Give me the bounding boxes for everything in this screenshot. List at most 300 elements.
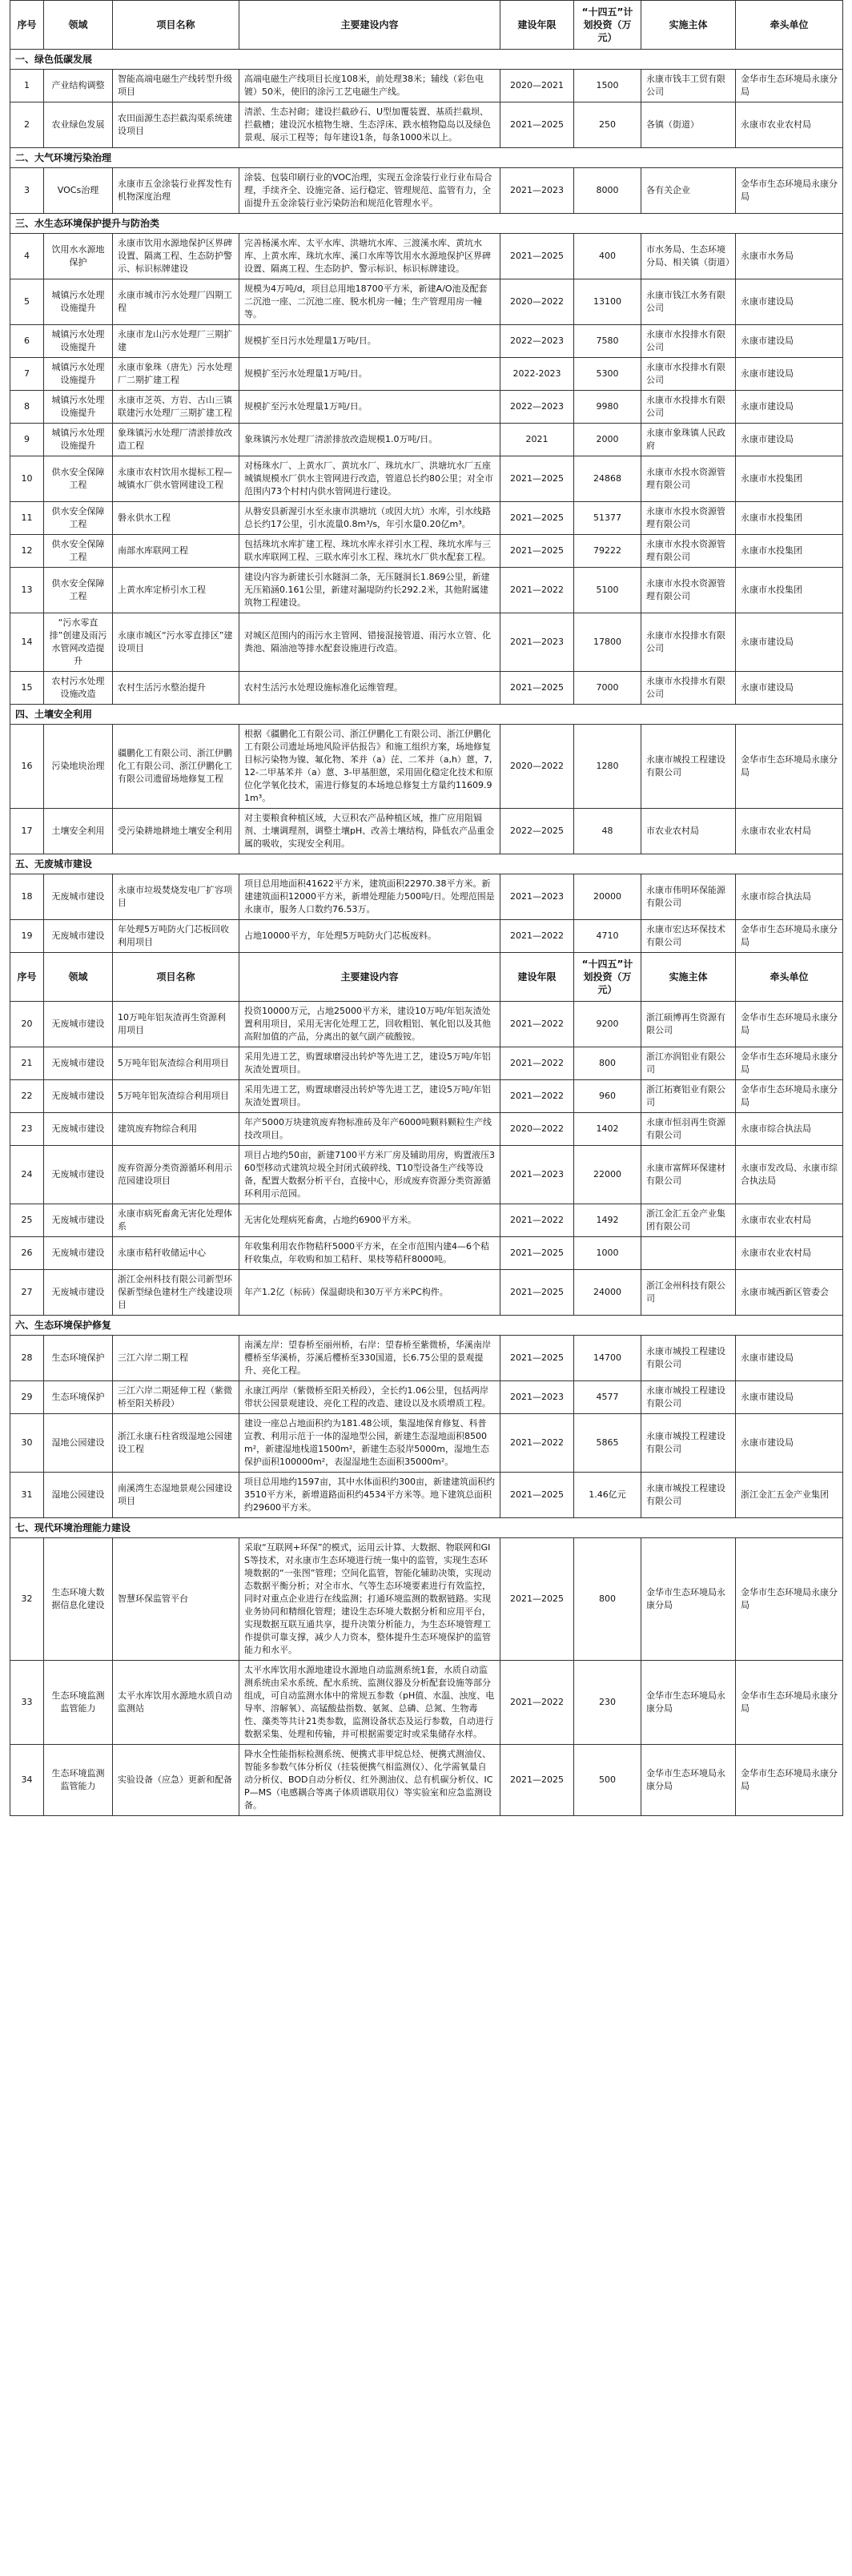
row-domain: VOCs治理 bbox=[44, 168, 113, 214]
row-number: 17 bbox=[10, 809, 44, 854]
row-number: 2 bbox=[10, 102, 44, 148]
row-investment: 48 bbox=[574, 809, 641, 854]
table-row bbox=[10, 358, 843, 391]
header-cell: 项目名称 bbox=[113, 953, 239, 1002]
row-content: 从磐安县新渥引水至永康市洪塘坑（或因大坑）水库，引水线路总长约17公里，引水流量0.8m³/s，年引水量0.20亿m³。 bbox=[239, 502, 500, 535]
row-domain: 无废城市建设 bbox=[44, 1237, 113, 1270]
row-number: 11 bbox=[10, 502, 44, 535]
row-project-name: 南部水库联网工程 bbox=[113, 535, 239, 568]
row-project-name: 5万吨年铝灰渣综合利用项目 bbox=[113, 1047, 239, 1080]
row-entity: 永康市水投水资源管理有限公司 bbox=[641, 568, 736, 613]
row-investment: 1402 bbox=[574, 1113, 641, 1146]
row-investment: 51377 bbox=[574, 502, 641, 535]
row-investment: 79222 bbox=[574, 535, 641, 568]
header-cell: “十四五”计划投资（万元） bbox=[574, 953, 641, 1002]
row-domain: 生态环境保护 bbox=[44, 1381, 113, 1414]
row-lead-unit: 浙江金汇五金产业集团 bbox=[736, 1473, 843, 1518]
row-lead-unit: 永康市建设局 bbox=[736, 424, 843, 456]
row-entity: 永康市水投排水有限公司 bbox=[641, 325, 736, 358]
row-content: 包括珠坑水库扩建工程、珠坑水库永祥引水工程、珠坑水库与三联水库联网工程、三联水库引水工程、珠坑水厂供水配套工程。 bbox=[239, 535, 500, 568]
table-row bbox=[10, 1047, 843, 1080]
row-investment: 500 bbox=[574, 1745, 641, 1816]
row-content: 规模为4万吨/d，项目总用地18700平方米，新建A/O池及配套二沉池一座、二沉池二座、脱水机房一幢；生产管理用房一幢等。 bbox=[239, 279, 500, 325]
row-entity: 市水务局、生态环境分局、相关镇（街道） bbox=[641, 234, 736, 279]
row-number: 21 bbox=[10, 1047, 44, 1080]
row-content: 象珠镇污水处理厂清淤排放改造规模1.0万吨/日。 bbox=[239, 424, 500, 456]
row-lead-unit: 金华市生态环境局永康分局 bbox=[736, 1745, 843, 1816]
row-entity: 永康市水投水资源管理有限公司 bbox=[641, 456, 736, 502]
row-years: 2021—2022 bbox=[500, 1080, 574, 1113]
row-years: 2022-2023 bbox=[500, 358, 574, 391]
row-entity: 永康市富辉环保建材有限公司 bbox=[641, 1146, 736, 1204]
row-number: 7 bbox=[10, 358, 44, 391]
row-number: 4 bbox=[10, 234, 44, 279]
row-entity: 永康市水投水资源管理有限公司 bbox=[641, 502, 736, 535]
row-domain: 农业绿色发展 bbox=[44, 102, 113, 148]
table-row bbox=[10, 1146, 843, 1204]
row-investment: 14700 bbox=[574, 1336, 641, 1381]
row-entity: 永康市城投工程建设有限公司 bbox=[641, 1381, 736, 1414]
row-content: 无害化处理病死畜禽，占地约6900平方米。 bbox=[239, 1204, 500, 1237]
row-investment: 5300 bbox=[574, 358, 641, 391]
row-years: 2021—2025 bbox=[500, 456, 574, 502]
row-entity: 永康市水投水资源管理有限公司 bbox=[641, 535, 736, 568]
row-domain: 饮用水水源地保护 bbox=[44, 234, 113, 279]
row-project-name: 永康市饮用水源地保护区界碑设置、隔离工程、生态防护警示、标识标牌建设 bbox=[113, 234, 239, 279]
row-lead-unit: 金华市生态环境局永康分局 bbox=[736, 1002, 843, 1047]
row-content: 建设一座总占地面积约为181.48公顷，集湿地保育修复、科普宣教、利用示范于一体的湿地型公园，新建生态湿地面积8500m²，新建湿地栈道1500m²，新建生态驳岸5000m，湿地生态保护面积100000m²，表湿湿地生态面积35000m²。 bbox=[239, 1414, 500, 1473]
table-row bbox=[10, 1745, 843, 1816]
row-years: 2021—2025 bbox=[500, 1237, 574, 1270]
row-project-name: 实验设备（应急）更新和配备 bbox=[113, 1745, 239, 1816]
row-domain: 无废城市建设 bbox=[44, 1002, 113, 1047]
row-investment: 5100 bbox=[574, 568, 641, 613]
row-entity: 各有关企业 bbox=[641, 168, 736, 214]
row-content: 项目占地约50亩，新建7100平方米厂房及辅助用房，购置液压360型移动式建筑垃圾全封闭式破碎线、T10型设备生产线等设备，配置大数据分析平台，直接中心，形成废弃资源分类资源循环利用示范园。 bbox=[239, 1146, 500, 1204]
row-project-name: 永康市秸秆收储运中心 bbox=[113, 1237, 239, 1270]
row-years: 2021—2025 bbox=[500, 535, 574, 568]
row-investment: 250 bbox=[574, 102, 641, 148]
row-investment: 13100 bbox=[574, 279, 641, 325]
row-entity: 永康市水投排水有限公司 bbox=[641, 358, 736, 391]
row-project-name: 10万吨年铝灰渣再生资源利用项目 bbox=[113, 1002, 239, 1047]
row-content: 占地10000平方，年处理5万吨防火门芯板废料。 bbox=[239, 920, 500, 953]
row-investment: 800 bbox=[574, 1538, 641, 1661]
row-domain: 无废城市建设 bbox=[44, 1146, 113, 1204]
row-lead-unit: 永康市建设局 bbox=[736, 1414, 843, 1473]
section-title-row bbox=[10, 1518, 843, 1538]
row-entity: 市农业农村局 bbox=[641, 809, 736, 854]
row-entity: 永康市钱丰工贸有限公司 bbox=[641, 70, 736, 102]
row-number: 10 bbox=[10, 456, 44, 502]
row-lead-unit: 金华市生态环境局永康分局 bbox=[736, 920, 843, 953]
row-number: 34 bbox=[10, 1745, 44, 1816]
row-entity: 永康市伟明环保能源有限公司 bbox=[641, 874, 736, 920]
row-investment: 400 bbox=[574, 234, 641, 279]
table-row bbox=[10, 456, 843, 502]
table-row bbox=[10, 1661, 843, 1745]
row-years: 2022—2023 bbox=[500, 391, 574, 424]
row-years: 2021—2025 bbox=[500, 102, 574, 148]
row-entity: 永康市城投工程建设有限公司 bbox=[641, 1336, 736, 1381]
section-title: 七、现代环境治理能力建设 bbox=[10, 1518, 843, 1538]
row-lead-unit: 金华市生态环境局永康分局 bbox=[736, 1047, 843, 1080]
row-years: 2020—2021 bbox=[500, 70, 574, 102]
row-lead-unit: 永康市水投集团 bbox=[736, 502, 843, 535]
row-lead-unit: 永康市农业农村局 bbox=[736, 1204, 843, 1237]
row-content: 项目总用地约1597亩，其中水体面积约300亩，新建建筑面积约3510平方米，新增道路面积约4534平方米等。地下建筑总面积约29600平方米。 bbox=[239, 1473, 500, 1518]
row-project-name: 永康市垃圾焚烧发电厂扩容项目 bbox=[113, 874, 239, 920]
row-project-name: 永康市龙山污水处理厂三期扩建 bbox=[113, 325, 239, 358]
table-header-row bbox=[10, 1, 843, 50]
row-number: 25 bbox=[10, 1204, 44, 1237]
row-lead-unit: 金华市生态环境局永康分局 bbox=[736, 725, 843, 809]
row-domain: 无废城市建设 bbox=[44, 1113, 113, 1146]
row-number: 32 bbox=[10, 1538, 44, 1661]
row-number: 26 bbox=[10, 1237, 44, 1270]
row-entity: 金华市生态环境局永康分局 bbox=[641, 1745, 736, 1816]
table-row bbox=[10, 1336, 843, 1381]
row-project-name: 上黄水库定桥引水工程 bbox=[113, 568, 239, 613]
row-number: 18 bbox=[10, 874, 44, 920]
row-number: 3 bbox=[10, 168, 44, 214]
table-body bbox=[10, 50, 843, 1816]
row-number: 19 bbox=[10, 920, 44, 953]
row-years: 2021—2025 bbox=[500, 1745, 574, 1816]
row-years: 2021—2022 bbox=[500, 1661, 574, 1745]
row-project-name: 农村生活污水整治提升 bbox=[113, 672, 239, 705]
row-number: 5 bbox=[10, 279, 44, 325]
table-row bbox=[10, 1538, 843, 1661]
row-number: 12 bbox=[10, 535, 44, 568]
document-page bbox=[10, 0, 842, 1816]
section-title: 六、生态环境保护修复 bbox=[10, 1316, 843, 1336]
row-content: 对杨珠水厂、上黄水厂、黄坑水厂、珠坑水厂、洪塘坑水厂五座城镇规模水厂供水主管网进行改造，管道总长约80公里；对全市范围内73个村村内供水管网进行建设。 bbox=[239, 456, 500, 502]
row-project-name: 象珠镇污水处理厂清淤排放改造工程 bbox=[113, 424, 239, 456]
row-number: 20 bbox=[10, 1002, 44, 1047]
table-row bbox=[10, 1204, 843, 1237]
row-entity: 永康市水投排水有限公司 bbox=[641, 672, 736, 705]
section-title: 三、水生态环境保护提升与防治类 bbox=[10, 214, 843, 234]
row-content: 规模扩至日污水处理量1万吨/日。 bbox=[239, 325, 500, 358]
row-investment: 960 bbox=[574, 1080, 641, 1113]
table-row bbox=[10, 1113, 843, 1146]
header-cell: 建设年限 bbox=[500, 1, 574, 50]
row-content: 对城区范围内的雨污水主管网、错接混接管道、雨污水立管、化粪池、隔油池等排水配套设施进行改造。 bbox=[239, 613, 500, 672]
header-cell: 实施主体 bbox=[641, 1, 736, 50]
table-row bbox=[10, 1080, 843, 1113]
row-investment: 1500 bbox=[574, 70, 641, 102]
row-years: 2021—2023 bbox=[500, 1381, 574, 1414]
row-years: 2020—2022 bbox=[500, 279, 574, 325]
row-content: 采用先进工艺，购置球磨浸出转炉等先进工艺，建设5万吨/年铝灰渣处置项目。 bbox=[239, 1080, 500, 1113]
row-years: 2021—2023 bbox=[500, 168, 574, 214]
row-entity: 永康市城投工程建设有限公司 bbox=[641, 1473, 736, 1518]
row-investment: 24000 bbox=[574, 1270, 641, 1316]
header-cell: 主要建设内容 bbox=[239, 1, 500, 50]
row-lead-unit: 金华市生态环境局永康分局 bbox=[736, 70, 843, 102]
row-lead-unit: 永康市建设局 bbox=[736, 1381, 843, 1414]
row-number: 6 bbox=[10, 325, 44, 358]
table-row bbox=[10, 535, 843, 568]
table-row bbox=[10, 809, 843, 854]
row-number: 29 bbox=[10, 1381, 44, 1414]
row-domain: 城镇污水处理设施提升 bbox=[44, 424, 113, 456]
row-project-name: 永康市象珠（唐先）污水处理厂二期扩建工程 bbox=[113, 358, 239, 391]
row-project-name: 太平水库饮用水源地水质自动监测站 bbox=[113, 1661, 239, 1745]
row-content: 采取“互联网+环保”的模式，运用云计算、大数据、物联网和GIS等技术，对永康市生态环境进行统一集中的监管，实现生态环境数据的“一张图”管理；空间化监管，智能化辅助决策，实现动态数据平衡分析；对全市水、气等生态环境要素进行有效监控，同时对重点企业进行在线监测；打通环境监测的数据链路。实现业务协同和精细化管理；建设生态环境大数据分析和应用平台，实现数据互联互通共享，提升决策分析能力，为生态环境管理工作提供可靠支撑，减少人力资本，整体提升生态环境保护的监管能力和水平。 bbox=[239, 1538, 500, 1661]
row-domain: 无废城市建设 bbox=[44, 874, 113, 920]
row-entity: 永康市宏达环保技术有限公司 bbox=[641, 920, 736, 953]
row-years: 2021—2025 bbox=[500, 672, 574, 705]
row-lead-unit: 永康市水投集团 bbox=[736, 456, 843, 502]
header-cell: 领域 bbox=[44, 1, 113, 50]
row-entity: 金华市生态环境局永康分局 bbox=[641, 1661, 736, 1745]
row-project-name: 智慧环保监管平台 bbox=[113, 1538, 239, 1661]
row-content: 太平水库饮用水源地建设水源地自动监测系统1套，水质自动监测系统由采水系统、配水系统、监测仪器及分析配套设施等部分组成，可自动监测水体中的常规五参数（pH值、水温、浊度、电导率、溶解氧）、高锰酸盐指数、氨氮、总磷、总氮、生物毒性、藻类等共计21类参数，监测设备状态及运行参数，自动进行数据采集、处理和传输，并可根据需要定时或采集储存水样。 bbox=[239, 1661, 500, 1745]
row-lead-unit: 金华市生态环境局永康分局 bbox=[736, 1538, 843, 1661]
row-investment: 4577 bbox=[574, 1381, 641, 1414]
row-number: 15 bbox=[10, 672, 44, 705]
row-domain: 农村污水处理设施改造 bbox=[44, 672, 113, 705]
table-row bbox=[10, 1002, 843, 1047]
row-project-name: 疆鹏化工有限公司、浙江伊鹏化工有限公司、浙江伊鹏化工有限公司遗留场地修复工程 bbox=[113, 725, 239, 809]
row-years: 2021—2022 bbox=[500, 1002, 574, 1047]
row-lead-unit: 金华市生态环境局永康分局 bbox=[736, 1080, 843, 1113]
row-content: 规模扩至污水处理量1万吨/日。 bbox=[239, 358, 500, 391]
row-number: 28 bbox=[10, 1336, 44, 1381]
row-domain: 无废城市建设 bbox=[44, 1047, 113, 1080]
row-lead-unit: 永康市发改局、永康市综合执法局 bbox=[736, 1146, 843, 1204]
section-title: 一、绿色低碳发展 bbox=[10, 50, 843, 70]
row-investment: 20000 bbox=[574, 874, 641, 920]
row-content: 永康江两岸（紫微桥至阳关桥段），全长约1.06公里，包括两岸带状公园景观建设、亮化工程的改造、建设以及水质增质工程。 bbox=[239, 1381, 500, 1414]
table-row bbox=[10, 502, 843, 535]
row-domain: 城镇污水处理设施提升 bbox=[44, 279, 113, 325]
row-entity: 浙江金汇五金产业集团有限公司 bbox=[641, 1204, 736, 1237]
row-years: 2021 bbox=[500, 424, 574, 456]
row-years: 2021—2022 bbox=[500, 920, 574, 953]
row-number: 13 bbox=[10, 568, 44, 613]
row-project-name: 年处理5万吨防火门芯板回收利用项目 bbox=[113, 920, 239, 953]
row-lead-unit: 永康市农业农村局 bbox=[736, 102, 843, 148]
row-investment: 1000 bbox=[574, 1237, 641, 1270]
row-domain: 供水安全保障工程 bbox=[44, 502, 113, 535]
table-row bbox=[10, 325, 843, 358]
row-investment: 5865 bbox=[574, 1414, 641, 1473]
row-years: 2022—2025 bbox=[500, 809, 574, 854]
row-investment: 9200 bbox=[574, 1002, 641, 1047]
header-cell: “十四五”计划投资（万元） bbox=[574, 1, 641, 50]
row-years: 2021—2025 bbox=[500, 1538, 574, 1661]
row-project-name: 农田面源生态拦截沟渠系统建设项目 bbox=[113, 102, 239, 148]
row-number: 8 bbox=[10, 391, 44, 424]
row-years: 2021—2025 bbox=[500, 1336, 574, 1381]
row-investment: 24868 bbox=[574, 456, 641, 502]
row-lead-unit: 永康市建设局 bbox=[736, 613, 843, 672]
table-row bbox=[10, 234, 843, 279]
header-cell: 牵头单位 bbox=[736, 1, 843, 50]
row-investment: 230 bbox=[574, 1661, 641, 1745]
row-lead-unit: 永康市水务局 bbox=[736, 234, 843, 279]
header-cell: 主要建设内容 bbox=[239, 953, 500, 1002]
row-lead-unit: 金华市生态环境局永康分局 bbox=[736, 168, 843, 214]
row-content: 完善杨溪水库、太平水库、洪塘坑水库、三渡溪水库、黄坑水库、上黄水库、珠坑水库、溪口水库等饮用水水源地保护区界碑设置、隔离工程、生态防护、警示标识、标识标牌建设。 bbox=[239, 234, 500, 279]
table-row bbox=[10, 1414, 843, 1473]
row-domain: 供水安全保障工程 bbox=[44, 456, 113, 502]
row-entity: 浙江硕博再生资源有限公司 bbox=[641, 1002, 736, 1047]
row-lead-unit: 永康市建设局 bbox=[736, 391, 843, 424]
row-domain: 城镇污水处理设施提升 bbox=[44, 391, 113, 424]
row-years: 2021—2022 bbox=[500, 1204, 574, 1237]
row-years: 2021—2023 bbox=[500, 613, 574, 672]
row-project-name: 永康市城市污水处理厂四期工程 bbox=[113, 279, 239, 325]
row-domain: 城镇污水处理设施提升 bbox=[44, 325, 113, 358]
row-lead-unit: 永康市农业农村局 bbox=[736, 809, 843, 854]
row-lead-unit: 永康市综合执法局 bbox=[736, 1113, 843, 1146]
row-project-name: 永康市城区“污水零直排区”建设项目 bbox=[113, 613, 239, 672]
row-content: 清淤、生态衬砌；建设拦截砂石、U型加覆装置、基质拦截坝、拦截槽；建设沉水植物生塘、生态浮床、跌水植物隐岛以及绿色景观、展示工程等；每年建设1条，每条1000米以上。 bbox=[239, 102, 500, 148]
row-project-name: 永康市五金涂装行业挥发性有机物深度治理 bbox=[113, 168, 239, 214]
row-number: 27 bbox=[10, 1270, 44, 1316]
row-project-name: 废弃资源分类资源循环利用示范园建设项目 bbox=[113, 1146, 239, 1204]
row-investment: 17800 bbox=[574, 613, 641, 672]
row-project-name: 建筑废弃物综合利用 bbox=[113, 1113, 239, 1146]
table-row bbox=[10, 1473, 843, 1518]
table-row bbox=[10, 613, 843, 672]
row-number: 23 bbox=[10, 1113, 44, 1146]
row-content: 年收集利用农作物秸秆5000平方米，在全市范围内建4—6个秸秆收集点，年收购和加工秸秆、果枝等秸秆8000吨。 bbox=[239, 1237, 500, 1270]
row-project-name: 浙江金州科技有限公司新型环保新型绿色建材生产线建设项目 bbox=[113, 1270, 239, 1316]
row-investment: 2000 bbox=[574, 424, 641, 456]
row-years: 2020—2022 bbox=[500, 725, 574, 809]
row-entity: 各镇（街道） bbox=[641, 102, 736, 148]
row-project-name: 永康市病死畜禽无害化处理体系 bbox=[113, 1204, 239, 1237]
row-content: 年产1.2亿（标砖）保温砌块和30万平方米PC构件。 bbox=[239, 1270, 500, 1316]
row-entity: 永康市城投工程建设有限公司 bbox=[641, 1414, 736, 1473]
row-content: 根据《疆鹏化工有限公司、浙江伊鹏化工有限公司、浙江伊鹏化工有限公司遗址场地风险评估报告》和施工组织方案，场地修复目标污染物为镍、氟化物、苯并（a）芘、二苯并（a,h）蒽，7,12-二甲基苯并（a）蒽、3-甲基胆蒽，采用固化稳定化技术和原位化学氧化技术，需进行修复的本场地总修复土方量约11609.91m³。 bbox=[239, 725, 500, 809]
header-cell: 序号 bbox=[10, 1, 44, 50]
row-lead-unit: 永康市城西新区管委会 bbox=[736, 1270, 843, 1316]
header-cell: 实施主体 bbox=[641, 953, 736, 1002]
row-lead-unit: 永康市综合执法局 bbox=[736, 874, 843, 920]
section-title-row bbox=[10, 148, 843, 168]
row-entity: 浙江亦润铝业有限公司 bbox=[641, 1047, 736, 1080]
row-domain: 生态环境大数据信息化建设 bbox=[44, 1538, 113, 1661]
row-investment: 800 bbox=[574, 1047, 641, 1080]
row-project-name: 三江六岸二期工程 bbox=[113, 1336, 239, 1381]
row-content: 项目总用地面积41622平方米，建筑面积22970.38平方米。新建建筑面积12000平方米，新增处理能力500吨/日。处理范围是永康市，服务人口数约76.53万。 bbox=[239, 874, 500, 920]
row-content: 高端电磁生产线项目长度108米，前处理38米；辅线（彩色电镀）50米，使旧的涂污工艺电磁生产线。 bbox=[239, 70, 500, 102]
table-row bbox=[10, 568, 843, 613]
row-domain: 城镇污水处理设施提升 bbox=[44, 358, 113, 391]
row-content: 投资10000万元，占地25000平方米，建设10万吨/年铝灰渣处置利用项目，采用无害化处理工艺，回收粗铝、氧化铝以及其他高附加值的产品，分离出的氨气副产硫酸铵。 bbox=[239, 1002, 500, 1047]
row-investment: 7580 bbox=[574, 325, 641, 358]
row-years: 2021—2022 bbox=[500, 1414, 574, 1473]
row-number: 33 bbox=[10, 1661, 44, 1745]
row-domain: 生态环境监测监管能力 bbox=[44, 1745, 113, 1816]
table-row bbox=[10, 725, 843, 809]
table-row bbox=[10, 102, 843, 148]
header-cell: 序号 bbox=[10, 953, 44, 1002]
row-domain: 供水安全保障工程 bbox=[44, 568, 113, 613]
row-domain: 污染地块治理 bbox=[44, 725, 113, 809]
row-domain: 湿地公园建设 bbox=[44, 1473, 113, 1518]
row-content: 农村生活污水处理设施标准化运维管理。 bbox=[239, 672, 500, 705]
row-project-name: 智能高端电磁生产线转型升级项目 bbox=[113, 70, 239, 102]
row-number: 30 bbox=[10, 1414, 44, 1473]
row-domain: 无废城市建设 bbox=[44, 1270, 113, 1316]
row-years: 2021—2022 bbox=[500, 1047, 574, 1080]
row-content: 采用先进工艺，购置球磨浸出转炉等先进工艺，建设5万吨/年铝灰渣处置项目。 bbox=[239, 1047, 500, 1080]
table-row bbox=[10, 70, 843, 102]
row-domain: 产业结构调整 bbox=[44, 70, 113, 102]
row-number: 14 bbox=[10, 613, 44, 672]
row-years: 2021—2025 bbox=[500, 234, 574, 279]
row-content: 规模扩至污水处理量1万吨/日。 bbox=[239, 391, 500, 424]
row-project-name: 永康市芝英、方岩、古山三镇联建污水处理厂三期扩建工程 bbox=[113, 391, 239, 424]
row-number: 9 bbox=[10, 424, 44, 456]
section-title-row bbox=[10, 1316, 843, 1336]
table-row bbox=[10, 424, 843, 456]
row-lead-unit: 永康市建设局 bbox=[736, 325, 843, 358]
row-domain: 无废城市建设 bbox=[44, 1080, 113, 1113]
table-row bbox=[10, 672, 843, 705]
row-domain: 生态环境保护 bbox=[44, 1336, 113, 1381]
row-project-name: 南溪湾生态湿地景观公园建设项目 bbox=[113, 1473, 239, 1518]
row-number: 31 bbox=[10, 1473, 44, 1518]
row-investment: 9980 bbox=[574, 391, 641, 424]
row-project-name: 5万吨年铝灰渣综合利用项目 bbox=[113, 1080, 239, 1113]
table-row bbox=[10, 168, 843, 214]
header-cell: 领域 bbox=[44, 953, 113, 1002]
row-domain: 无废城市建设 bbox=[44, 1204, 113, 1237]
section-title-row bbox=[10, 50, 843, 70]
table-row bbox=[10, 920, 843, 953]
table-row bbox=[10, 279, 843, 325]
row-entity: 浙江金州科技有限公司 bbox=[641, 1270, 736, 1316]
row-domain: 供水安全保障工程 bbox=[44, 535, 113, 568]
row-content: 年产5000万块建筑废弃物标准砖及年产6000吨颗料颗粒生产线技改项目。 bbox=[239, 1113, 500, 1146]
row-project-name: 永康市农村饮用水提标工程—城镇水厂供水管网建设工程 bbox=[113, 456, 239, 502]
row-number: 16 bbox=[10, 725, 44, 809]
row-project-name: 三江六岸二期延伸工程（紫微桥至阳关桥段） bbox=[113, 1381, 239, 1414]
row-investment: 4710 bbox=[574, 920, 641, 953]
row-entity: 金华市生态环境局永康分局 bbox=[641, 1538, 736, 1661]
row-investment: 1492 bbox=[574, 1204, 641, 1237]
section-title-row bbox=[10, 705, 843, 725]
project-table bbox=[10, 0, 843, 1816]
row-lead-unit: 永康市建设局 bbox=[736, 1336, 843, 1381]
row-domain: 土壤安全利用 bbox=[44, 809, 113, 854]
row-entity: 永康市钱江水务有限公司 bbox=[641, 279, 736, 325]
row-domain: 生态环境监测监管能力 bbox=[44, 1661, 113, 1745]
header-cell: 牵头单位 bbox=[736, 953, 843, 1002]
row-number: 24 bbox=[10, 1146, 44, 1204]
row-content: 建设内容为新建长引水隧洞二条，无压隧洞长1.869公里，新建无压箱涵0.161公里，新建对漏堤防约长292.2米，其他附属建筑物工程建设。 bbox=[239, 568, 500, 613]
row-number: 22 bbox=[10, 1080, 44, 1113]
header-cell: 建设年限 bbox=[500, 953, 574, 1002]
row-content: 涂装、包装印刷行业的VOC治理，实现五金涂装行业行业布局合理，手续齐全、设施完备、运行稳定、管理规范、监管有力，全面提升五金涂装行业污染防治和规范化管理水平。 bbox=[239, 168, 500, 214]
row-project-name: 受污染耕地耕地土壤安全利用 bbox=[113, 809, 239, 854]
row-lead-unit: 永康市水投集团 bbox=[736, 535, 843, 568]
row-years: 2021—2025 bbox=[500, 1473, 574, 1518]
row-domain: 无废城市建设 bbox=[44, 920, 113, 953]
row-content: 降水全性能指标检测系统、便携式非甲烷总烃、便携式测油仪、智能多参数气体分析仪（挂装便携气相监测仪）、化学需氧量自动分析仪、BOD自动分析仪、红外测油仪、总有机碳分析仪、ICP—MS（电感耦合等离子体质谱联用仪）等实验室和应急监测设备。 bbox=[239, 1745, 500, 1816]
row-number: 1 bbox=[10, 70, 44, 102]
row-investment: 1.46亿元 bbox=[574, 1473, 641, 1518]
row-years: 2021—2025 bbox=[500, 502, 574, 535]
